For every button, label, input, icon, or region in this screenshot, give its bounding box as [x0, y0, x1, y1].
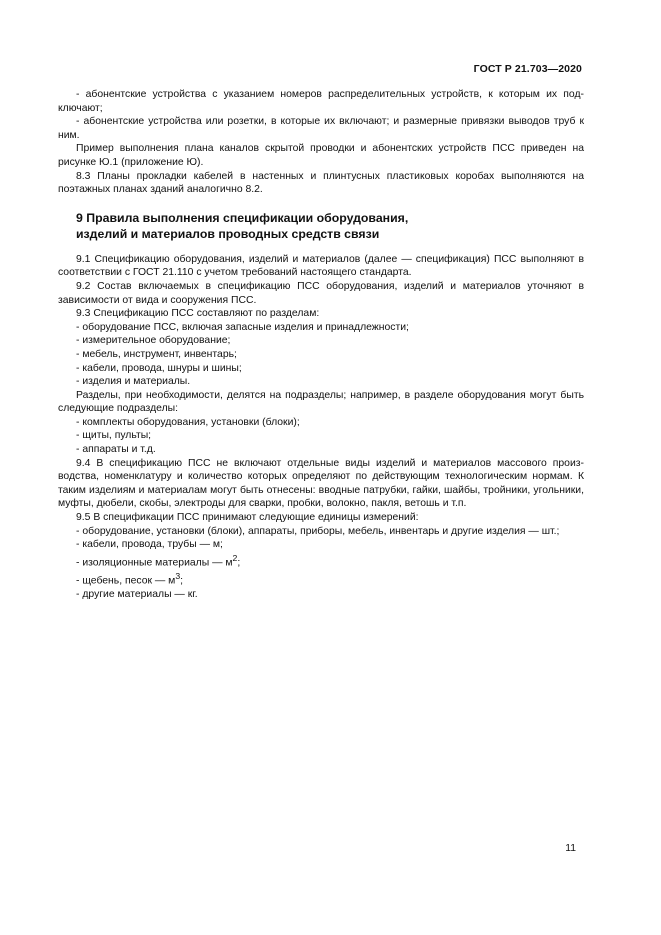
list-item: - оборудование ПСС, включая запасные изделия и принадлежности; [76, 321, 409, 333]
paragraph: 9.5 В спецификации ПСС принимают следующие единицы измерений: [76, 512, 419, 524]
unit-exponent: 2 [232, 552, 238, 563]
unit-end: ; [180, 575, 184, 587]
list-item: - измерительное оборудование; [76, 335, 231, 347]
list-item: - изделия и материалы. [76, 376, 191, 388]
list-item: - кабели, провода, трубы — м; [76, 539, 223, 551]
list-item [58, 570, 584, 588]
list-item: - абонентские устройства с указанием номеров распределительных устройств, к которым их подключают; [58, 89, 584, 114]
list-item: - изоляционные материалы — $м^2$; [76, 552, 241, 569]
paragraph: 9.3 Спецификацию ПСС составляют по разделам: [76, 308, 320, 320]
section-heading-line: изделий и материалов проводных средств связи [76, 227, 380, 242]
paragraph: 9.1 Спецификацию оборудования, изделий и материалов (далее — спецификация) ПСС выполняют в соответствии с ГОСТ 21.110 с учетом требований настоящего стандарта. [58, 253, 584, 279]
list-item: - аппараты и т.д. [76, 444, 156, 456]
list-item: - оборудование, установки (блоки), аппараты, приборы, мебель, инвентарь и другие изделия — шт.; [76, 525, 560, 537]
document-body [58, 88, 584, 602]
section-heading-line: 9 Правила выполнения спецификации оборудования, [76, 210, 409, 225]
paragraph: Пример выполнения плана каналов скрытой проводки и абонентских устройств ПСС приведен на рисунке Ю.1 (приложение Ю). [58, 143, 584, 168]
paragraph: 9.4 В спецификацию ПСС не включают отдельные виды изделий и материалов массового производства, номенклатуру и количество которых определяют по действующим технологическим нормам. К таким изделиям и материалам могут быть отнесены: вводные патрубки, гайки, шайбы, тройники, угольники, муфты, дюбели, скобы, электроды для сварки, пробки, волокно, пакля, ветошь и т.п. [58, 457, 584, 510]
page-number: 11 [565, 843, 576, 854]
list-item: - комплекты оборудования, установки (блоки); [76, 416, 300, 428]
list-item: - другие материалы — кг. [76, 588, 198, 600]
paragraph: 9.2 Состав включаемых в спецификацию ПСС оборудования, изделий и материалов уточняют в зависимости от вида и сооружения ПСС. [58, 280, 584, 306]
list-item: - кабели, провода, шнуры и шины; [76, 362, 242, 374]
paragraph: Разделы, при необходимости, делятся на подразделы; например, в разделе оборудования могут быть следующие подразделы: [58, 389, 584, 415]
list-item: - мебель, инструмент, инвентарь; [76, 348, 237, 360]
unit-exponent: 3 [175, 570, 181, 581]
unit-text: - изоляционные материалы — м [76, 557, 233, 569]
section-heading [58, 210, 584, 243]
paragraph: 8.3 Планы прокладки кабелей в настенных и плинтусных пластиковых коробах выполняются на поэтажных планах зданий аналогично 8.2. [58, 170, 584, 196]
list-item: - абонентские устройства или розетки, в которые их включают; и размерные привязки выводов труб к ним. [58, 116, 584, 141]
list-item: - щиты, пульты; [76, 430, 152, 442]
unit-text: - щебень, песок — м [76, 575, 176, 587]
document-header: ГОСТ Р 21.703—2020 [473, 63, 582, 75]
